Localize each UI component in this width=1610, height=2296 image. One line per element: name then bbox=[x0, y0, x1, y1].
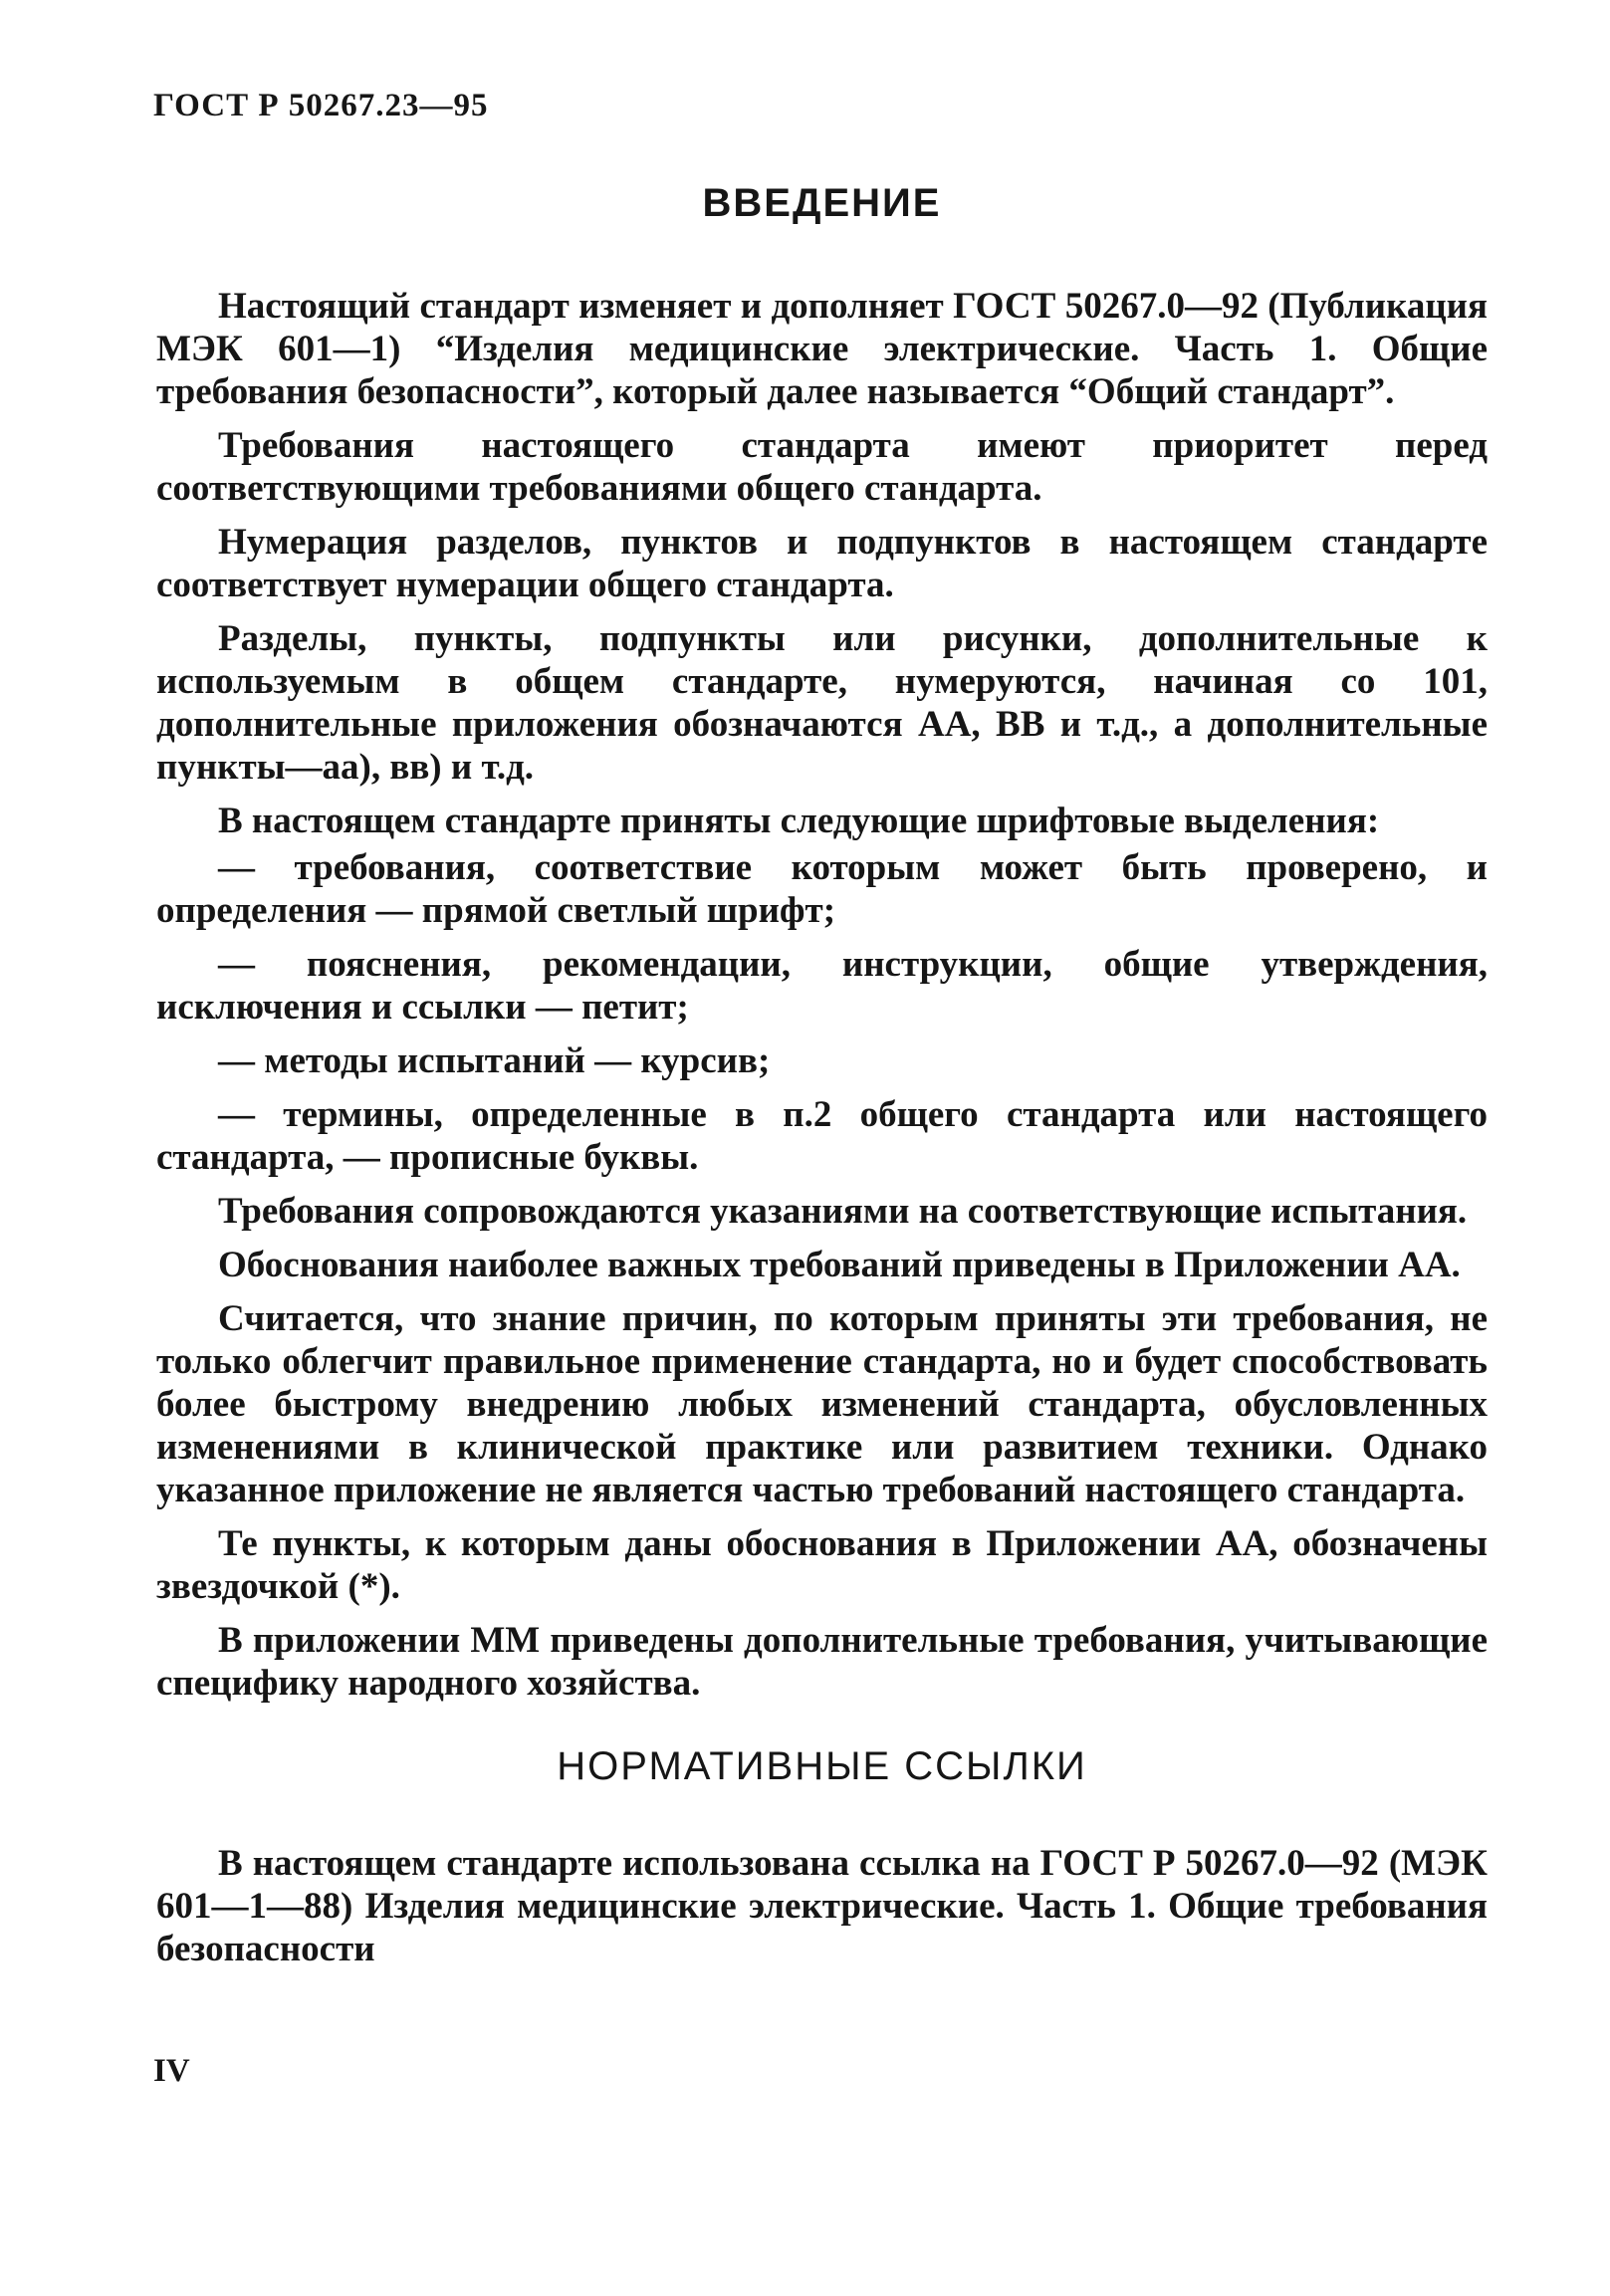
intro-paragraph-8: Считается, что знание причин, по которым приняты эти требования, не только облегчит правильное применение стандарта, но и будет способствовать более быстрому внедрению любых изменений стандарта, обусловленных изменениями в клинической практике или развитием техники. Однако указанное приложение не является частью требований настоящего стандарта. bbox=[156, 1298, 1488, 1510]
normative-references-title: НОРМАТИВНЫЕ ССЫЛКИ bbox=[557, 1744, 1087, 1788]
intro-list-item-3: — методы испытаний — курсив; bbox=[218, 1040, 771, 1081]
intro-list-item-1: — требования, соответствие которым может быть проверено, и определения — прямой светлый шрифт; bbox=[156, 847, 1488, 931]
introduction-title: ВВЕДЕНИЕ bbox=[702, 181, 942, 225]
intro-paragraph-4: Разделы, пункты, подпункты или рисунки, дополнительные к используемым в общем стандарте, нумеруются, начиная со 101, дополнительные приложения обозначаются АА, ВВ и т.д., а дополнительные пункты—аа), вв) и т.д. bbox=[156, 618, 1488, 788]
page-number: IV bbox=[153, 2053, 190, 2089]
intro-paragraph-10: В приложении ММ приведены дополнительные требования, учитывающие специфику народного хозяйства. bbox=[156, 1620, 1488, 1704]
intro-paragraph-7: Обоснования наиболее важных требований приведены в Приложении АА. bbox=[218, 1245, 1461, 1285]
intro-paragraph-6: Требования сопровождаются указаниями на соответствующие испытания. bbox=[218, 1191, 1468, 1232]
text-column bbox=[156, 179, 1488, 1981]
intro-list-item-4: — термины, определенные в п.2 общего стандарта или настоящего стандарта, — прописные буквы. bbox=[156, 1094, 1488, 1178]
normative-references-paragraph: В настоящем стандарте использована ссылка на ГОСТ Р 50267.0—92 (МЭК 601—1—88) Изделия медицинские электрические. Часть 1. Общие требования безопасности bbox=[156, 1843, 1488, 1969]
intro-paragraph-3: Нумерация разделов, пунктов и подпунктов в настоящем стандарте соответствует нумерации общего стандарта. bbox=[156, 522, 1488, 605]
intro-list-item-2: — пояснения, рекомендации, инструкции, общие утверждения, исключения и ссылки — петит; bbox=[156, 944, 1488, 1028]
document-code-header: ГОСТ Р 50267.23—95 bbox=[153, 88, 489, 123]
intro-paragraph-9: Те пункты, к которым даны обоснования в Приложении АА, обозначены звездочкой (*). bbox=[156, 1523, 1488, 1607]
intro-paragraph-1: Настоящий стандарт изменяет и дополняет ГОСТ 50267.0—92 (Публикация МЭК 601—1) “Изделия медицинские электрические. Часть 1. Общие требования безопасности”, который далее называется “Общий стандарт”. bbox=[156, 286, 1488, 412]
intro-paragraph-2: Требования настоящего стандарта имеют приоритет перед соответствующими требованиями общего стандарта. bbox=[156, 425, 1488, 509]
intro-paragraph-5: В настоящем стандарте приняты следующие шрифтовые выделения: bbox=[218, 801, 1380, 841]
